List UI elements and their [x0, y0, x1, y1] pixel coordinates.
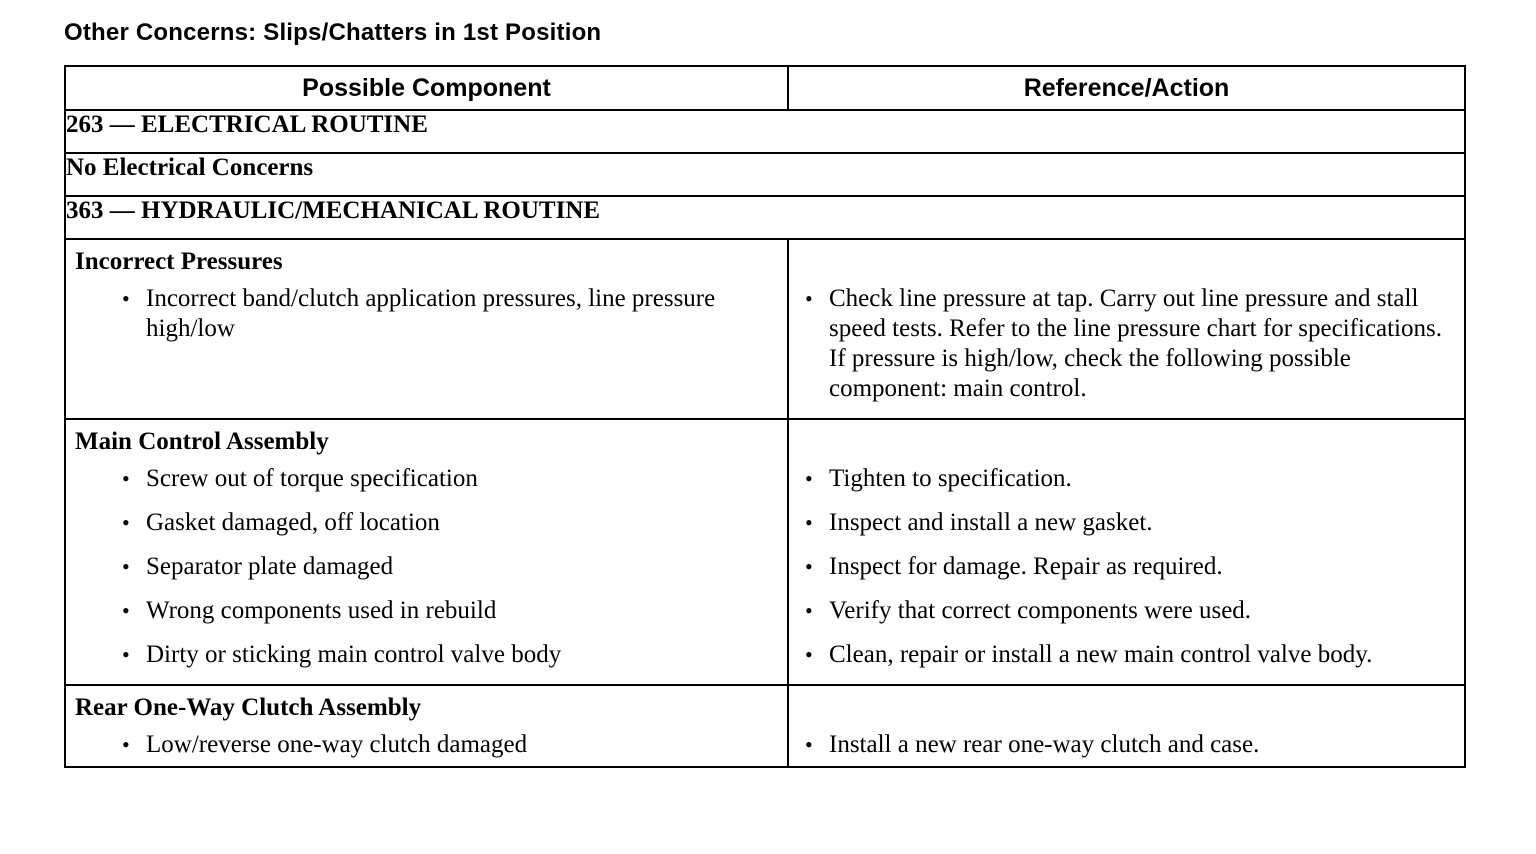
group-title: Main Control Assembly — [75, 428, 329, 455]
bullet-icon: • — [122, 554, 130, 579]
bullet-icon: • — [805, 732, 813, 757]
list-item — [789, 596, 1464, 626]
action-text: Inspect for damage. Repair as required. — [829, 553, 1223, 580]
bullet-icon: • — [122, 598, 130, 623]
action-text: Verify that correct components were used. — [829, 597, 1252, 624]
list-item — [66, 284, 787, 344]
component-list — [66, 730, 787, 760]
section-row — [65, 153, 1465, 196]
bullet-icon: • — [805, 286, 813, 311]
group-row — [65, 419, 1465, 685]
bullet-icon: • — [805, 642, 813, 667]
action-list — [789, 284, 1464, 404]
bullet-icon: • — [122, 732, 130, 757]
list-item — [789, 730, 1464, 760]
list-item — [789, 508, 1464, 538]
header-possible-component: Possible Component — [65, 66, 788, 110]
action-list — [789, 464, 1464, 670]
bullet-icon: • — [122, 642, 130, 667]
section-electrical-routine: 263 — ELECTRICAL ROUTINE — [65, 110, 1465, 153]
group-actions-cell — [788, 239, 1465, 419]
bullet-icon: • — [805, 554, 813, 579]
diagnostic-table — [64, 65, 1466, 768]
action-text: Tighten to specification. — [829, 465, 1072, 492]
list-item — [66, 464, 787, 494]
group-title: Incorrect Pressures — [75, 248, 283, 275]
group-row — [65, 239, 1465, 419]
section-no-electrical-concerns: No Electrical Concerns — [65, 153, 1465, 196]
list-item — [789, 284, 1464, 404]
action-text: Install a new rear one-way clutch and case. — [829, 731, 1260, 758]
list-item — [789, 464, 1464, 494]
component-text: Separator plate damaged — [146, 553, 394, 580]
bullet-icon: • — [805, 598, 813, 623]
component-text: Incorrect band/clutch application pressures, line pressure high/low — [146, 285, 716, 342]
group-actions-cell — [788, 419, 1465, 685]
bullet-icon: • — [122, 466, 130, 491]
group-row — [65, 685, 1465, 767]
list-item — [66, 552, 787, 582]
action-text: Check line pressure at tap. Carry out line pressure and stall speed tests. Refer to the line pressure chart for specifications. If pressure is high/low, check the following possible component: main control. — [829, 285, 1442, 402]
group-actions-cell — [788, 685, 1465, 767]
component-list — [66, 464, 787, 670]
component-list — [66, 284, 787, 344]
group-components-cell — [65, 419, 788, 685]
list-item — [66, 596, 787, 626]
table-header-row — [65, 66, 1465, 110]
header-reference-action: Reference/Action — [788, 66, 1465, 110]
section-row — [65, 196, 1465, 239]
page-title: Other Concerns: Slips/Chatters in 1st Position — [64, 19, 602, 46]
component-text: Gasket damaged, off location — [146, 509, 440, 536]
list-item — [66, 640, 787, 670]
group-components-cell — [65, 685, 788, 767]
section-hydraulic-routine: 363 — HYDRAULIC/MECHANICAL ROUTINE — [65, 196, 1465, 239]
group-components-cell — [65, 239, 788, 419]
component-text: Wrong components used in rebuild — [146, 597, 497, 624]
group-title: Rear One-Way Clutch Assembly — [75, 694, 422, 721]
component-text: Low/reverse one-way clutch damaged — [146, 731, 528, 758]
action-list — [789, 730, 1464, 760]
component-text: Dirty or sticking main control valve body — [146, 641, 562, 668]
bullet-icon: • — [122, 510, 130, 535]
bullet-icon: • — [805, 510, 813, 535]
action-text: Clean, repair or install a new main control valve body. — [829, 641, 1373, 668]
list-item — [66, 730, 787, 760]
list-item — [789, 552, 1464, 582]
list-item — [789, 640, 1464, 670]
bullet-icon: • — [805, 466, 813, 491]
action-text: Inspect and install a new gasket. — [829, 509, 1153, 536]
component-text: Screw out of torque specification — [146, 465, 478, 492]
list-item — [66, 508, 787, 538]
bullet-icon: • — [122, 286, 130, 311]
section-row — [65, 110, 1465, 153]
